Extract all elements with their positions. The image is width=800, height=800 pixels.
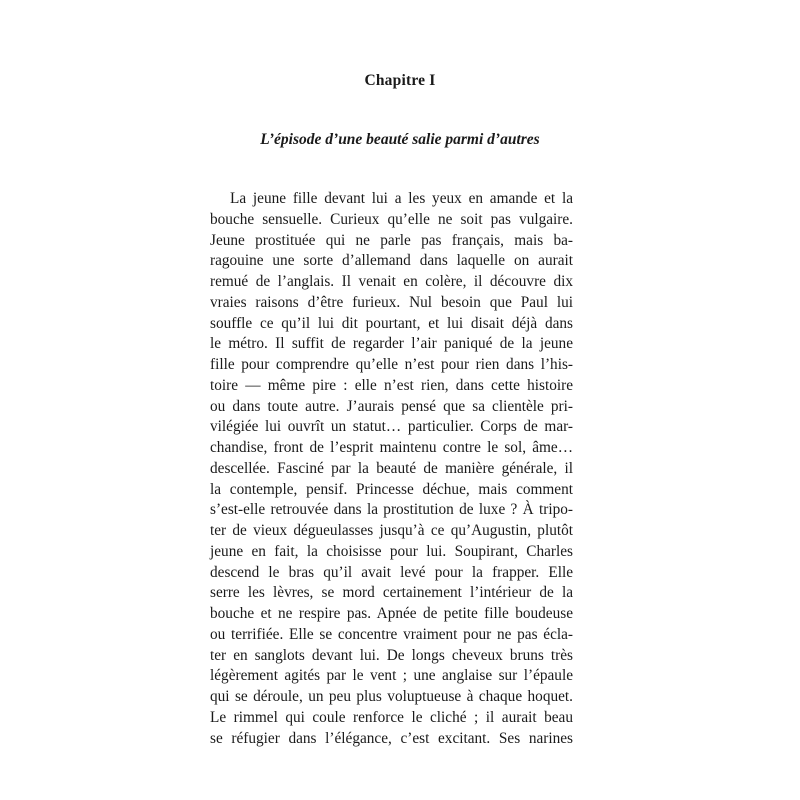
text-line: jeune en fait, la choisisse pour lui. Soupirant, Charles	[210, 542, 573, 560]
text-line: ou dans toute autre. J’aurais pensé que sa clientèle pri-	[210, 397, 573, 415]
text-line: ter en sanglots devant lui. De longs cheveux bruns très	[210, 646, 573, 664]
body-text	[210, 189, 573, 749]
text-line: la contemple, pensif. Princesse déchue, mais comment	[210, 480, 573, 498]
text-line: descellée. Fasciné par la beauté de manière générale, il	[210, 459, 573, 477]
text-line: Le rimmel qui coule renforce le cliché ; il aurait beau	[210, 708, 573, 726]
text-line: se réfugier dans l’élégance, c’est excitant. Ses narines	[210, 729, 573, 747]
text-line: souffle ce qu’il lui dit pourtant, et lui disait déjà dans	[210, 314, 573, 332]
text-line: chandise, front de l’esprit maintenu contre le sol, âme…	[210, 439, 573, 456]
text-line: ou terrifiée. Elle se concentre vraiment pour ne pas écla-	[210, 625, 573, 643]
text-line: fille pour comprendre qu’elle n’est pour rien dans l’his-	[210, 356, 573, 373]
chapter-subtitle: L’épisode d’une beauté salie parmi d’autres	[260, 131, 540, 148]
text-line: légèrement agités par le vent ; une anglaise sur l’épaule	[210, 667, 573, 685]
text-line: descend le bras qu’il avait levé pour la frapper. Elle	[210, 563, 573, 581]
text-line: s’est-elle retrouvée dans la prostitution de luxe ? À tripo-	[210, 501, 573, 519]
text-line: Jeune prostituée qui ne parle pas français, mais ba-	[210, 231, 573, 249]
text-line: qui se déroule, un peu plus voluptueuse à chaque hoquet.	[210, 688, 573, 705]
text-line: vraies raisons d’être furieux. Nul besoin que Paul lui	[210, 293, 573, 311]
text-line: remué de l’anglais. Il venait en colère, il découvre dix	[210, 273, 573, 290]
text-line: La jeune fille devant lui a les yeux en amande et la	[230, 190, 573, 207]
text-line: serre les lèvres, se mord certainement l’intérieur de la	[210, 584, 573, 602]
chapter-title: Chapitre I	[364, 72, 436, 89]
text-line: ragouine une sorte d’allemand dans laquelle on aurait	[210, 252, 573, 270]
text-line: bouche sensuelle. Curieux qu’elle ne soit pas vulgaire.	[210, 210, 573, 228]
text-line: vilégiée lui ouvrît un statut… particulier. Corps de mar-	[210, 418, 573, 436]
text-line: le métro. Il suffit de regarder l’air paniqué de la jeune	[210, 335, 573, 353]
text-line: ter de vieux dégueulasses jusqu’à ce qu’Augustin, plutôt	[210, 522, 573, 539]
text-line: bouche et ne respire pas. Apnée de petite fille boudeuse	[210, 605, 573, 622]
text-line: toire — même pire : elle n’est rien, dans cette histoire	[210, 376, 573, 394]
